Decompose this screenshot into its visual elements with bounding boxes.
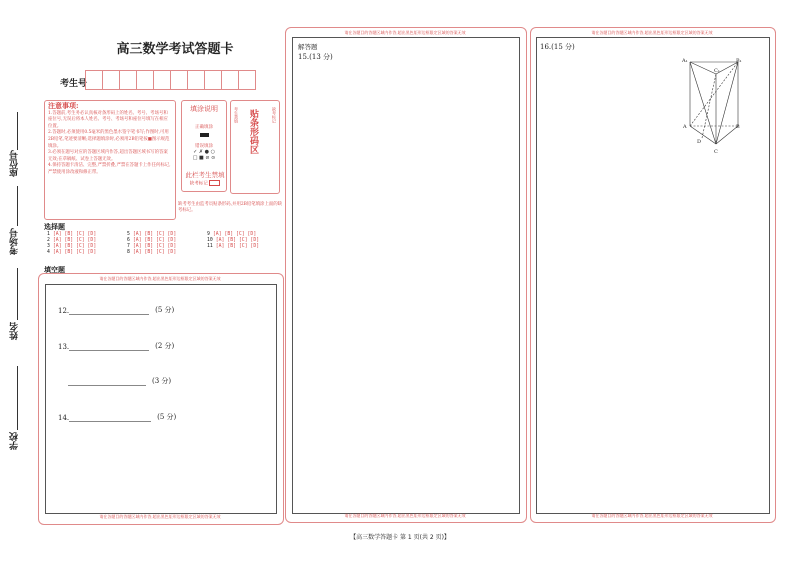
choice-number: 1 [47, 232, 50, 237]
name-label: 姓名 [10, 322, 20, 340]
choice-options[interactable]: [A] [B] [C] [D] [215, 238, 260, 243]
blank-13-second[interactable] [68, 376, 171, 386]
exam-room-label: 考场号 [10, 228, 20, 255]
choice-row[interactable] [47, 250, 113, 256]
choice-number: 11 [207, 244, 213, 249]
wrong-fill-label: 错误填涂 [195, 144, 213, 149]
choice-options[interactable]: [A] [B] [C] [D] [132, 238, 177, 243]
vertex-label-d: D [697, 139, 702, 145]
prism-figure [680, 56, 746, 160]
choice-options[interactable]: [A] [B] [C] [D] [212, 232, 257, 237]
frame-note-bottom: 请在各题目的答题区域内作答,超出黑色矩形边框限定区域的答案无效 [344, 513, 466, 518]
school-label: 学校 [10, 432, 20, 450]
choice-column [207, 232, 273, 256]
frame-note-top: 请在各题目的答题区域内作答,超出黑色矩形边框限定区域的答案无效 [344, 30, 466, 35]
fill-blank-answer-area[interactable] [45, 284, 277, 514]
choice-options[interactable]: [A] [B] [C] [D] [52, 232, 97, 237]
barcode-side-label: 考生禁填 [234, 107, 239, 123]
choice-number: 8 [127, 250, 130, 255]
blank-score: (5 分) [155, 306, 175, 314]
choice-number: 10 [207, 238, 213, 243]
blank-line[interactable] [69, 342, 149, 351]
choice-options[interactable]: [A] [B] [C] [D] [215, 244, 260, 249]
blank-score: (3 分) [152, 377, 172, 385]
choice-options[interactable]: [A] [B] [C] [D] [132, 244, 177, 249]
vertex-label-c: C [714, 149, 718, 155]
choice-options[interactable]: [A] [B] [C] [D] [52, 244, 97, 249]
fill-instructions-title: 填涂说明 [190, 105, 218, 113]
exam-room-line[interactable] [17, 186, 18, 226]
barcode-label: 贴条形码区 [248, 109, 258, 154]
notice-item: 2.答题时,必须使用0.5毫米的黑色墨水签字笔书写;作图时,可用2B铅笔,笔迹要清晰;选择题填涂时,必须用2B铅笔按■图示规范填涂。 [48, 130, 170, 149]
choice-column [47, 232, 113, 256]
notice-item: 4.保持答题卡清洁、完整,严禁折叠,严禁在答题卡上作任何标记,严禁使用涂改液和修正带。 [48, 163, 171, 175]
seat-line[interactable] [17, 112, 18, 150]
barcode-side-label: 缺考标记 [272, 107, 277, 123]
blank-score: (2 分) [155, 342, 175, 350]
notice-item: 3.必须在题号对应的答题区域内作答,超出答题区域书写的答案无效;在草稿纸、试卷上答题无效。 [48, 150, 168, 162]
blank-13[interactable] [58, 341, 174, 351]
barcode-area [230, 100, 280, 194]
q15-answer-area[interactable] [292, 37, 520, 514]
frame-note-top: 请在各题目的答题区域内作答,超出黑色矩形边框限定区域的答案无效 [591, 30, 713, 35]
choice-row[interactable] [127, 250, 193, 256]
choice-options[interactable]: [A] [B] [C] [D] [52, 238, 97, 243]
blank-score: (5 分) [157, 413, 177, 421]
vertex-label-a: A [683, 124, 687, 130]
frame-note-bottom: 请在各题目的答题区域内作答,超出黑色矩形边框限定区域的答案无效 [99, 514, 221, 519]
choice-number: 5 [127, 232, 130, 237]
absent-note: 缺考考生由监考员贴条形码,并用2B铅笔填涂上面的缺考标记。 [178, 202, 283, 213]
name-line[interactable] [17, 268, 18, 320]
school-line[interactable] [17, 366, 18, 430]
wrong-fill-example-icon: ✓ ✗ ● ○ [193, 149, 215, 155]
blank-line[interactable] [68, 377, 146, 386]
choice-row[interactable] [207, 244, 273, 250]
absent-mark-box[interactable] [209, 180, 220, 186]
choice-heading: 选择题 [44, 223, 65, 231]
notice-box [44, 100, 176, 220]
blank-line[interactable] [69, 413, 151, 422]
choice-number: 6 [127, 238, 130, 243]
choice-number: 7 [127, 244, 130, 249]
blank-line[interactable] [69, 306, 149, 315]
blank-number: 14. [58, 414, 70, 422]
seat-number-label: 座位号 [10, 150, 20, 177]
page-title: 高三数学考试答题卡 [116, 42, 234, 57]
choice-number: 2 [47, 238, 50, 243]
blank-12[interactable] [58, 305, 174, 315]
choice-grid [47, 232, 273, 256]
absent-mark-label: 缺考标记 [189, 181, 208, 187]
notice-item: 1.答题前,考生务必认真核对条形码上的姓名、考号、考场号和座位号,无误后将本人姓名、考号、考场号和座位号填写在相应位置。 [48, 110, 168, 129]
vertex-label-c1: C₁ [714, 68, 720, 74]
vertex-label-a1: A₁ [682, 58, 688, 64]
choice-number: 3 [47, 244, 50, 249]
choice-number: 4 [47, 250, 50, 255]
wrong-fill-example-icon: □ ■ ⊘ ⊙ [192, 155, 216, 161]
blank-number: 12. [58, 307, 70, 315]
absent-title: 此栏考生禁填 [185, 171, 225, 179]
q16-label: 16.(15 分) [540, 43, 575, 51]
frame-note-top: 请在各题目的答题区域内作答,超出黑色矩形边框限定区域的答案无效 [99, 276, 221, 281]
correct-fill-example-icon [200, 133, 209, 137]
vertex-label-b: B [736, 124, 740, 130]
choice-options[interactable]: [A] [B] [C] [D] [52, 250, 97, 255]
blank-14[interactable] [58, 412, 176, 422]
blank-number: 13. [58, 343, 70, 351]
choice-options[interactable]: [A] [B] [C] [D] [132, 232, 177, 237]
student-id-boxes[interactable] [86, 70, 256, 90]
frame-note-bottom: 请在各题目的答题区域内作答,超出黑色矩形边框限定区域的答案无效 [591, 513, 713, 518]
q15-label: 15.(13 分) [298, 53, 333, 61]
notice-heading: 注意事项: [48, 101, 79, 110]
choice-number: 9 [207, 232, 210, 237]
answer-section-heading: 解答题 [298, 43, 318, 51]
choice-options[interactable]: [A] [B] [C] [D] [132, 250, 177, 255]
page-footer: 【高三数学答题卡 第 1 页(共 2 页)】 [350, 534, 450, 541]
fill-blank-heading: 填空题 [44, 266, 65, 274]
choice-column [127, 232, 193, 256]
correct-fill-label: 正确填涂 [195, 125, 213, 130]
student-id-label: 考生号 [60, 79, 88, 89]
vertex-label-b1: B₁ [736, 58, 742, 64]
